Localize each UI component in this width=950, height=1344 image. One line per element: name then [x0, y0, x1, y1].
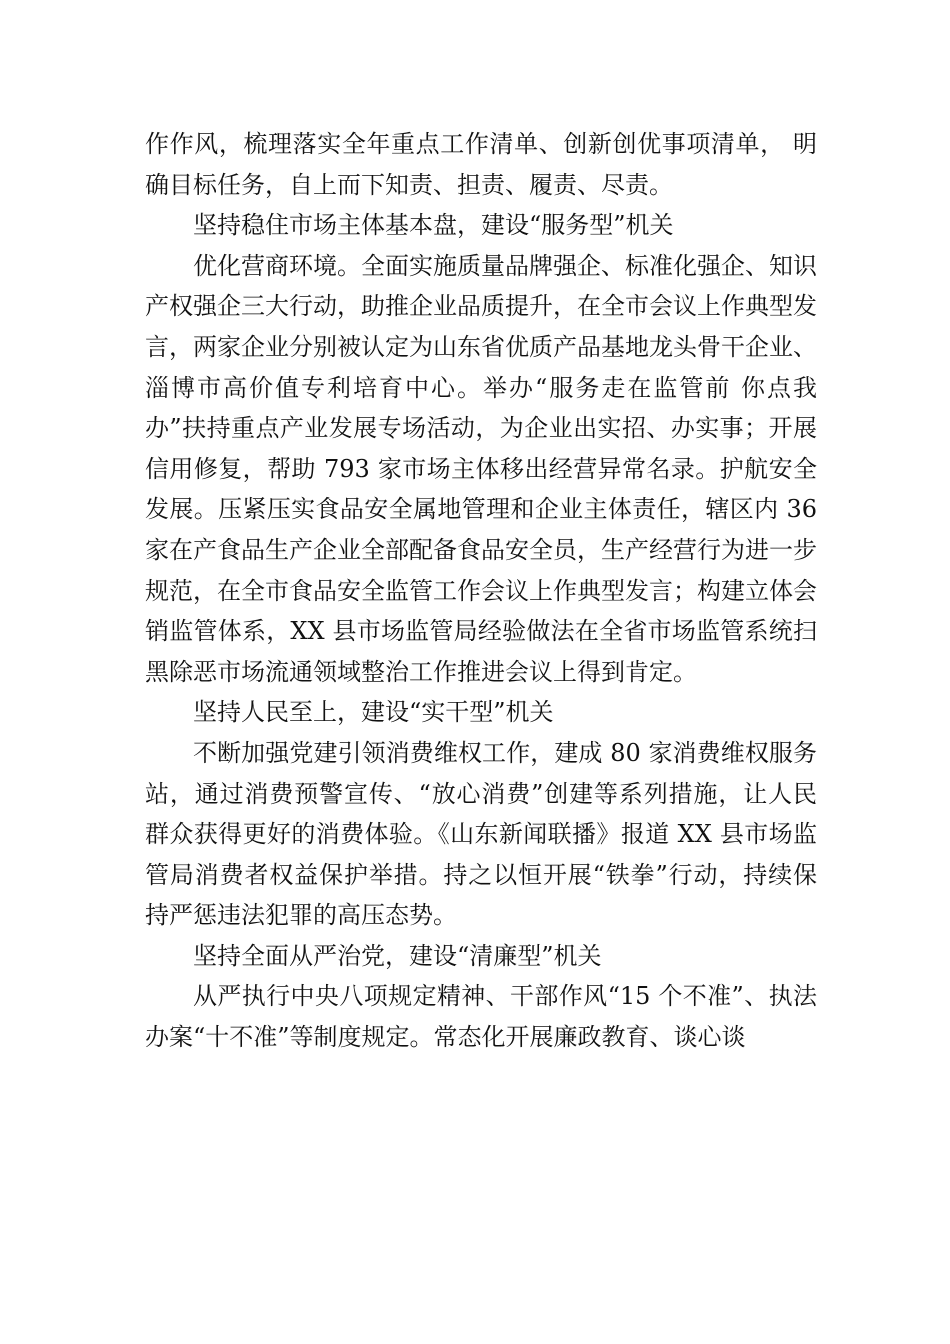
- section-heading-practical: 坚持人民至上，建设“实干型”机关: [193, 698, 554, 727]
- paragraph-continuation: 作作风，梳理落实全年重点工作清单、创新创优事项清单， 明确目标任务，自上而下知责、担责、履责、尽责。: [145, 130, 817, 199]
- document-body: [145, 124, 817, 1058]
- section-heading-service: 坚持稳住市场主体基本盘，建设“服务型”机关: [193, 211, 674, 240]
- paragraph-discipline: 从严执行中央八项规定精神、干部作风“15 个不准”、执法办案“十不准”等制度规定。常态化开展廉政教育、谈心谈: [145, 982, 817, 1052]
- paragraph-business-environment: 优化营商环境。全面实施质量品牌强企、标准化强企、知识产权强企三大行动，助推企业品质提升，在全市会议上作典型发言，两家企业分别被认定为山东省优质产品基地龙头骨干企业、淄博市高价值专利培育中心。举办“服务走在监管前 你点我办”扶持重点产业发展专场活动，为企业出实招、办实事；开展信用修复，帮助 793 家市场主体移出经营异常名录。护航安全发展。压紧压实食品安全属地管理和企业主体责任，辖区内 36 家在产食品生产企业全部配备食品安全员，生产经营行为进一步规范，在全市食品安全监管工作会议上作典型发言；构建立体会销监管体系，XX 县市场监管局经验做法在全省市场监管系统扫黑除恶市场流通领域整治工作推进会议上得到肯定。: [145, 251, 817, 686]
- section-heading-clean: 坚持全面从严治党，建设“清廉型”机关: [193, 941, 602, 970]
- paragraph-consumer-rights: 不断加强党建引领消费维权工作，建成 80 家消费维权服务站，通过消费预警宣传、“放心消费”创建等系列措施，让人民群众获得更好的消费体验。《山东新闻联播》报道 XX 县市场监管局消费者权益保护举措。持之以恒开展“铁拳”行动，持续保持严惩违法犯罪的高压态势。: [145, 738, 817, 930]
